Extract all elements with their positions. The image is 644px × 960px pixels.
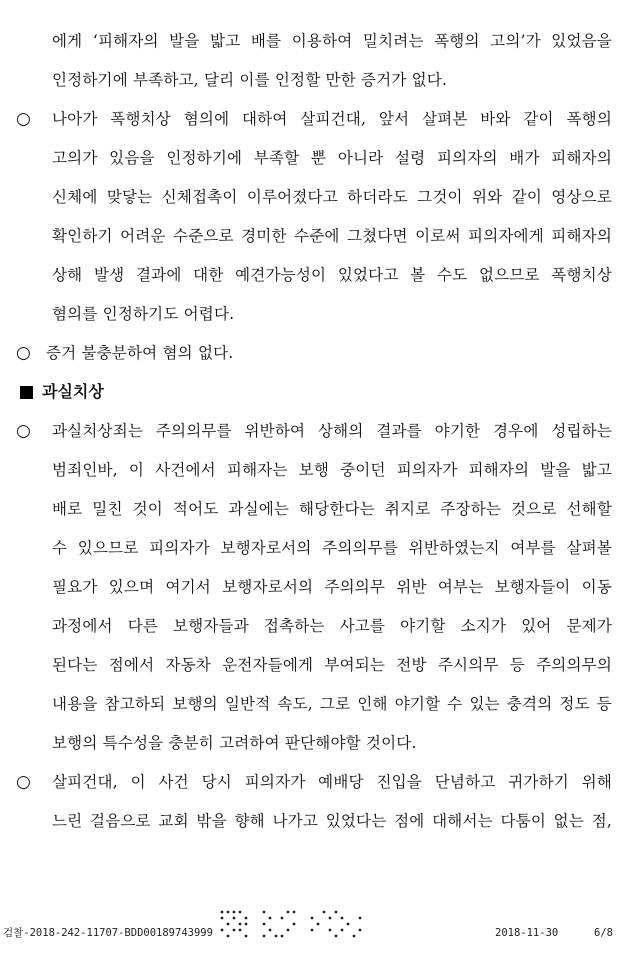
paragraph-2-line-3: 신체에 맞닿는 신체접촉이 이루어졌다고 하더라도 그것이 위와 같이 영상으로: [52, 188, 612, 206]
paragraph-4-line-3: 배로 밀친 것이 적어도 과실에는 해당한다는 취지로 주장하는 것으로 선해할: [52, 500, 612, 518]
footer-document-id: 검찰-2018-242-11707-BDD00189743999: [3, 927, 213, 939]
paragraph-1-line-2: 인정하기에 부족하고, 달리 이를 인정할 만한 증거가 없다.: [52, 71, 448, 89]
paragraph-4-line-9: 보행의 특수성을 충분히 고려하여 판단해야할 것이다.: [52, 734, 417, 752]
paragraph-2-line-2: 고의가 있음을 인정하기에 부족할 뿐 아니라 설령 피의자의 배가 피해자의: [52, 149, 612, 167]
paragraph-4-line-8: 내용을 참고하되 보행의 일반적 속도, 그로 인해 야기할 수 있는 충격의 정도 등: [52, 695, 612, 713]
paragraph-5-line-1: 살피건대, 이 사건 당시 피의자가 예배당 진입을 단념하고 귀가하기 위해: [52, 773, 612, 791]
paragraph-4-bullet: ○: [16, 421, 31, 441]
section-square-marker: [20, 386, 33, 399]
barcode-dots-icon: [218, 908, 368, 944]
paragraph-5-bullet: ○: [16, 772, 31, 792]
paragraph-5-line-2: 느린 걸음으로 교회 밖을 향해 나가고 있었다는 점에 대해서는 다툼이 없는 점,: [52, 812, 612, 830]
paragraph-4-line-4: 수 있으므로 피의자가 보행자로서의 주의의무를 위반하였는지 여부를 살펴볼: [52, 539, 612, 557]
footer-date: 2018-11-30: [495, 927, 559, 939]
paragraph-2-line-5: 상해 발생 결과에 대한 예견가능성이 있었다고 볼 수도 없으므로 폭행치상: [52, 266, 612, 284]
paragraph-2-line-1: 나아가 폭행치상 혐의에 대하여 살피건대, 앞서 살펴본 바와 같이 폭행의: [52, 110, 612, 128]
paragraph-4-line-1: 과실치상죄는 주의의무를 위반하여 상해의 결과를 야기한 경우에 성립하는: [52, 422, 612, 440]
paragraph-4-line-7: 된다는 점에서 자동차 운전자들에게 부여되는 전방 주시의무 등 주의의무의: [52, 656, 612, 674]
paragraph-2-line-6: 혐의를 인정하기도 어렵다.: [52, 305, 235, 323]
paragraph-4-line-6: 과정에서 다른 보행자들과 접촉하는 사고를 야기할 소지가 있어 문제가: [52, 617, 612, 635]
footer-page-number: 6/8: [594, 927, 613, 939]
paragraph-2-line-4: 확인하기 어려운 수준으로 경미한 수준에 그쳤다면 이로써 피의자에게 피해자의: [52, 227, 612, 245]
paragraph-4-line-2: 범죄인바, 이 사건에서 피해자는 보행 중이던 피의자가 피해자의 발을 밟고: [52, 461, 612, 479]
section-title: 과실치상: [42, 382, 104, 401]
paragraph-2-bullet: ○: [16, 109, 31, 129]
paragraph-3-line-1: 증거 불충분하여 혐의 없다.: [46, 344, 234, 362]
paragraph-4-line-5: 필요가 있으며 여기서 보행자로서의 주의의무 위반 여부는 보행자들이 이동: [52, 578, 612, 596]
paragraph-1-line-1: 에게 ‘피해자의 발을 밟고 배를 이용하여 밀치려는 폭행의 고의’가 있었음을: [52, 32, 612, 50]
paragraph-3-bullet: ○: [16, 343, 31, 363]
